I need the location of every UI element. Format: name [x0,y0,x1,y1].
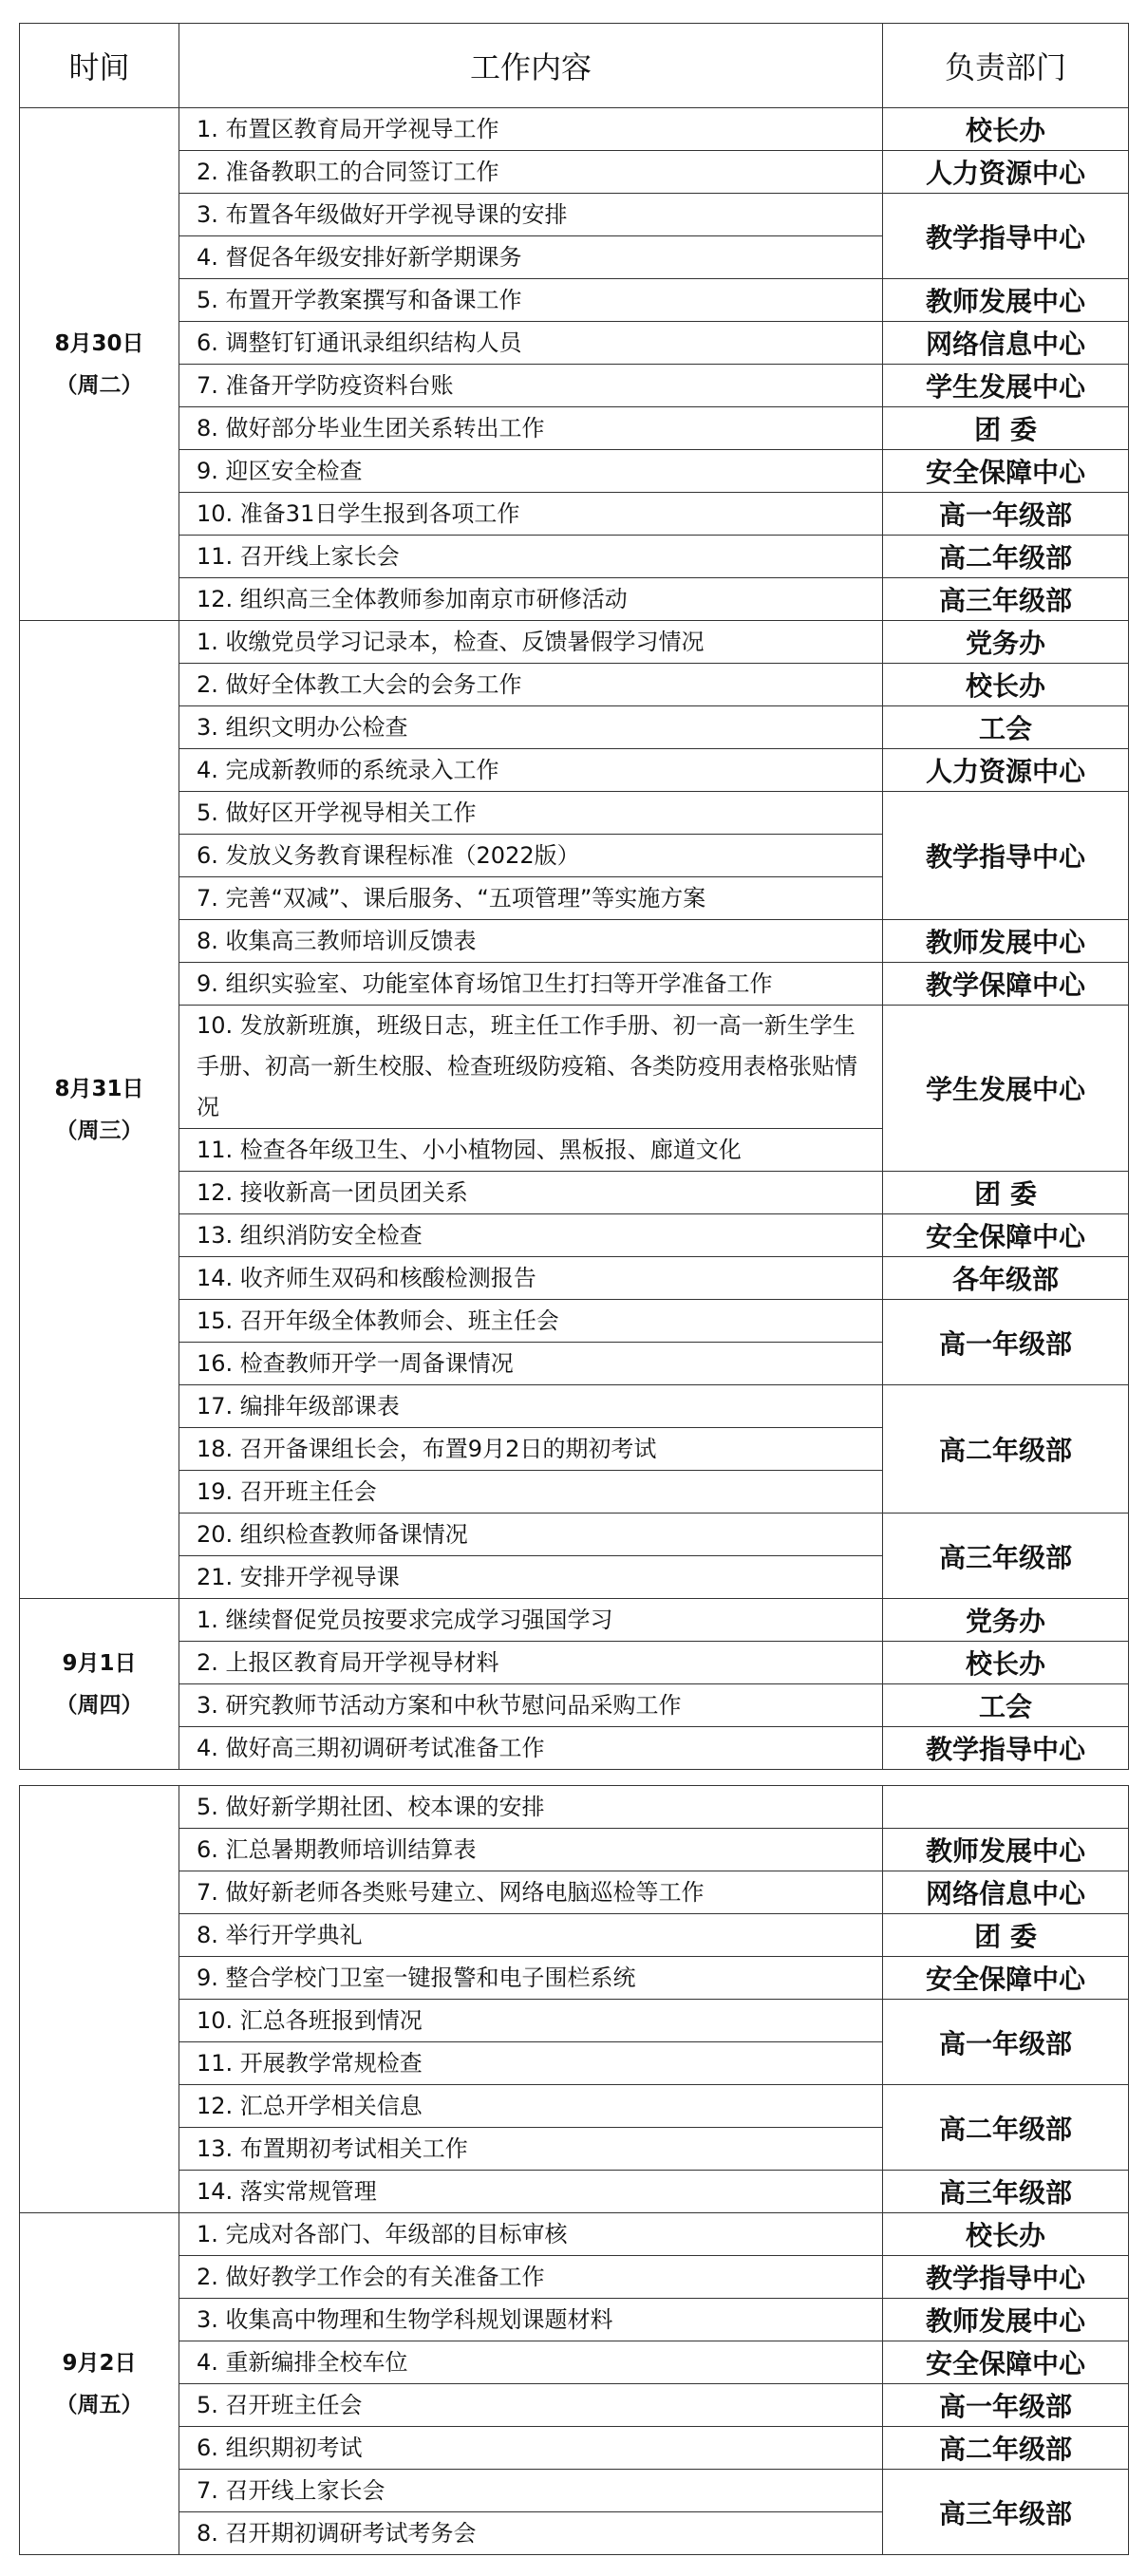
task-cell: 16. 检查教师开学一周备课情况 [179,1343,883,1385]
dept-cell: 安全保障中心 [883,2341,1129,2384]
dept-cell: 党务办 [883,621,1129,664]
task-cell: 2. 准备教职工的合同签订工作 [179,151,883,194]
table-row [20,279,1129,322]
dept-cell: 人力资源中心 [883,749,1129,792]
table-row [20,1871,1129,1914]
task-cell: 6. 汇总暑期教师培训结算表 [179,1829,883,1871]
dept-cell: 高三年级部 [883,2470,1129,2555]
dept-cell: 学生发展中心 [883,1006,1129,1172]
task-cell: 8. 做好部分毕业生团关系转出工作 [179,407,883,450]
task-cell: 9. 迎区安全检查 [179,450,883,493]
task-cell: 13. 布置期初考试相关工作 [179,2128,883,2171]
table-row [20,2341,1129,2384]
schedule-table-part-1 [19,23,1129,1770]
task-cell: 6. 发放义务教育课程标准（2022版） [179,835,883,877]
table-row [20,1829,1129,1871]
header-dept: 负责部门 [883,24,1129,108]
task-cell: 11. 检查各年级卫生、小小植物园、黑板报、廊道文化 [179,1129,883,1172]
table-row [20,1172,1129,1214]
dept-cell: 高三年级部 [883,2171,1129,2213]
task-cell: 8. 收集高三教师培训反馈表 [179,920,883,963]
task-cell: 10. 汇总各班报到情况 [179,2000,883,2042]
weekday-label: （周四） [55,1692,143,1718]
dept-cell: 校长办 [883,1642,1129,1684]
task-cell: 4. 做好高三期初调研考试准备工作 [179,1727,883,1770]
task-cell: 6. 组织期初考试 [179,2427,883,2470]
table-row [20,963,1129,1006]
dept-cell: 团 委 [883,1914,1129,1957]
task-cell: 20. 组织检查教师备课情况 [179,1514,883,1556]
dept-cell: 安全保障中心 [883,450,1129,493]
dept-cell: 网络信息中心 [883,322,1129,365]
task-cell: 1. 收缴党员学习记录本，检查、反馈暑假学习情况 [179,621,883,664]
table-row [20,1727,1129,1770]
table-row [20,2299,1129,2341]
task-cell: 5. 召开班主任会 [179,2384,883,2427]
dept-cell: 各年级部 [883,1257,1129,1300]
dept-cell: 高一年级部 [883,493,1129,536]
task-cell: 11. 开展教学常规检查 [179,2042,883,2085]
table-row [20,493,1129,536]
task-cell: 7. 准备开学防疫资料台账 [179,365,883,407]
table-row [20,450,1129,493]
date-cell [20,1599,179,1770]
task-cell: 6. 调整钉钉通讯录组织结构人员 [179,322,883,365]
task-cell: 17. 编排年级部课表 [179,1385,883,1428]
table-row [20,792,1129,835]
header-content: 工作内容 [179,24,883,108]
table-row [20,108,1129,151]
task-cell: 21. 安排开学视导课 [179,1556,883,1599]
dept-cell: 高二年级部 [883,2085,1129,2171]
dept-cell: 网络信息中心 [883,1871,1129,1914]
task-cell: 2. 上报区教育局开学视导材料 [179,1642,883,1684]
dept-cell: 教学保障中心 [883,963,1129,1006]
task-cell: 14. 落实常规管理 [179,2171,883,2213]
task-cell: 18. 召开备课组长会，布置9月2日的期初考试 [179,1428,883,1471]
dept-cell: 高一年级部 [883,2384,1129,2427]
date-cell [20,621,179,1599]
dept-cell: 党务办 [883,1599,1129,1642]
table-row [20,194,1129,236]
dept-cell: 校长办 [883,2213,1129,2256]
task-cell: 3. 布置各年级做好开学视导课的安排 [179,194,883,236]
dept-cell [883,1786,1129,1829]
table-row [20,1957,1129,2000]
dept-cell: 高二年级部 [883,2427,1129,2470]
table-row [20,1599,1129,1642]
dept-cell: 安全保障中心 [883,1957,1129,2000]
dept-cell: 高一年级部 [883,1300,1129,1385]
date-cell [20,108,179,621]
task-cell: 2. 做好全体教工大会的会务工作 [179,664,883,706]
dept-cell: 教学指导中心 [883,792,1129,920]
dept-cell: 工会 [883,1684,1129,1727]
table-row [20,2470,1129,2512]
task-cell: 3. 收集高中物理和生物学科规划课题材料 [179,2299,883,2341]
task-cell: 9. 整合学校门卫室一键报警和电子围栏系统 [179,1957,883,2000]
dept-cell: 校长办 [883,664,1129,706]
dept-cell: 教师发展中心 [883,920,1129,963]
table-row [20,621,1129,664]
dept-cell: 校长办 [883,108,1129,151]
dept-cell: 学生发展中心 [883,365,1129,407]
dept-cell: 教师发展中心 [883,1829,1129,1871]
dept-cell: 高一年级部 [883,2000,1129,2085]
task-cell: 10. 准备31日学生报到各项工作 [179,493,883,536]
table-row [20,365,1129,407]
table-row [20,407,1129,450]
dept-cell: 教学指导中心 [883,2256,1129,2299]
weekday-label: （周三） [55,1118,143,1143]
table-row [20,322,1129,365]
task-cell: 19. 召开班主任会 [179,1471,883,1514]
task-cell: 1. 布置区教育局开学视导工作 [179,108,883,151]
table-row [20,2171,1129,2213]
dept-cell: 教学指导中心 [883,194,1129,279]
dept-cell: 高二年级部 [883,1385,1129,1514]
table-row [20,1914,1129,1957]
table-row [20,578,1129,621]
task-cell: 15. 召开年级全体教师会、班主任会 [179,1300,883,1343]
table-row [20,749,1129,792]
dept-cell: 高三年级部 [883,1514,1129,1599]
date-label: 8月30日 [54,330,144,356]
task-cell: 7. 召开线上家长会 [179,2470,883,2512]
table-row [20,2085,1129,2128]
weekday-label: （周二） [55,372,143,398]
task-cell: 4. 完成新教师的系统录入工作 [179,749,883,792]
task-cell: 7. 完善“双减”、课后服务、“五项管理”等实施方案 [179,877,883,920]
header-time: 时间 [20,24,179,108]
task-cell: 13. 组织消防安全检查 [179,1214,883,1257]
task-cell: 7. 做好新老师各类账号建立、网络电脑巡检等工作 [179,1871,883,1914]
table-row [20,1300,1129,1343]
task-cell: 14. 收齐师生双码和核酸检测报告 [179,1257,883,1300]
task-cell: 3. 研究教师节活动方案和中秋节慰问品采购工作 [179,1684,883,1727]
dept-cell: 高二年级部 [883,536,1129,578]
task-cell: 1. 完成对各部门、年级部的目标审核 [179,2213,883,2256]
dept-cell: 教学指导中心 [883,1727,1129,1770]
table-row [20,536,1129,578]
dept-cell: 工会 [883,706,1129,749]
task-cell: 8. 举行开学典礼 [179,1914,883,1957]
dept-cell: 团 委 [883,1172,1129,1214]
table-row [20,1684,1129,1727]
task-cell: 4. 督促各年级安排好新学期课务 [179,236,883,279]
task-cell: 12. 接收新高一团员团关系 [179,1172,883,1214]
task-cell: 2. 做好教学工作会的有关准备工作 [179,2256,883,2299]
table-row [20,1385,1129,1428]
dept-cell: 高三年级部 [883,578,1129,621]
dept-cell: 教师发展中心 [883,2299,1129,2341]
table-row [20,2427,1129,2470]
table-row [20,920,1129,963]
table-row [20,1257,1129,1300]
task-cell: 4. 重新编排全校车位 [179,2341,883,2384]
table-row [20,2384,1129,2427]
task-cell: 1. 继续督促党员按要求完成学习强国学习 [179,1599,883,1642]
task-cell: 12. 组织高三全体教师参加南京市研修活动 [179,578,883,621]
task-cell: 5. 布置开学教案撰写和备课工作 [179,279,883,322]
header-row [20,24,1129,108]
dept-cell: 教师发展中心 [883,279,1129,322]
weekday-label: （周五） [55,2392,143,2417]
task-cell: 11. 召开线上家长会 [179,536,883,578]
dept-cell: 人力资源中心 [883,151,1129,194]
task-cell: 10. 发放新班旗，班级日志，班主任工作手册、初一高一新生学生手册、初高一新生校服、检查班级防疫箱、各类防疫用表格张贴情况 [179,1006,883,1129]
schedule-table-part-2 [19,1785,1129,2555]
task-cell: 12. 汇总开学相关信息 [179,2085,883,2128]
task-cell: 8. 召开期初调研考试考务会 [179,2512,883,2555]
table-row [20,1006,1129,1129]
table-row [20,2256,1129,2299]
table-row [20,1786,1129,1829]
table-row [20,2213,1129,2256]
dept-cell: 团 委 [883,407,1129,450]
date-label: 9月1日 [62,1650,137,1676]
table-row [20,151,1129,194]
task-cell: 5. 做好区开学视导相关工作 [179,792,883,835]
date-label: 9月2日 [62,2350,137,2376]
date-label: 8月31日 [54,1076,144,1101]
table-row [20,664,1129,706]
table-row [20,1214,1129,1257]
table-row [20,706,1129,749]
task-cell: 9. 组织实验室、功能室体育场馆卫生打扫等开学准备工作 [179,963,883,1006]
task-cell: 5. 做好新学期社团、校本课的安排 [179,1786,883,1829]
date-cell [20,2213,179,2555]
table-row [20,2000,1129,2042]
dept-cell: 安全保障中心 [883,1214,1129,1257]
table-row [20,1514,1129,1556]
task-cell: 3. 组织文明办公检查 [179,706,883,749]
table-row [20,1642,1129,1684]
date-cell [20,1786,179,2213]
